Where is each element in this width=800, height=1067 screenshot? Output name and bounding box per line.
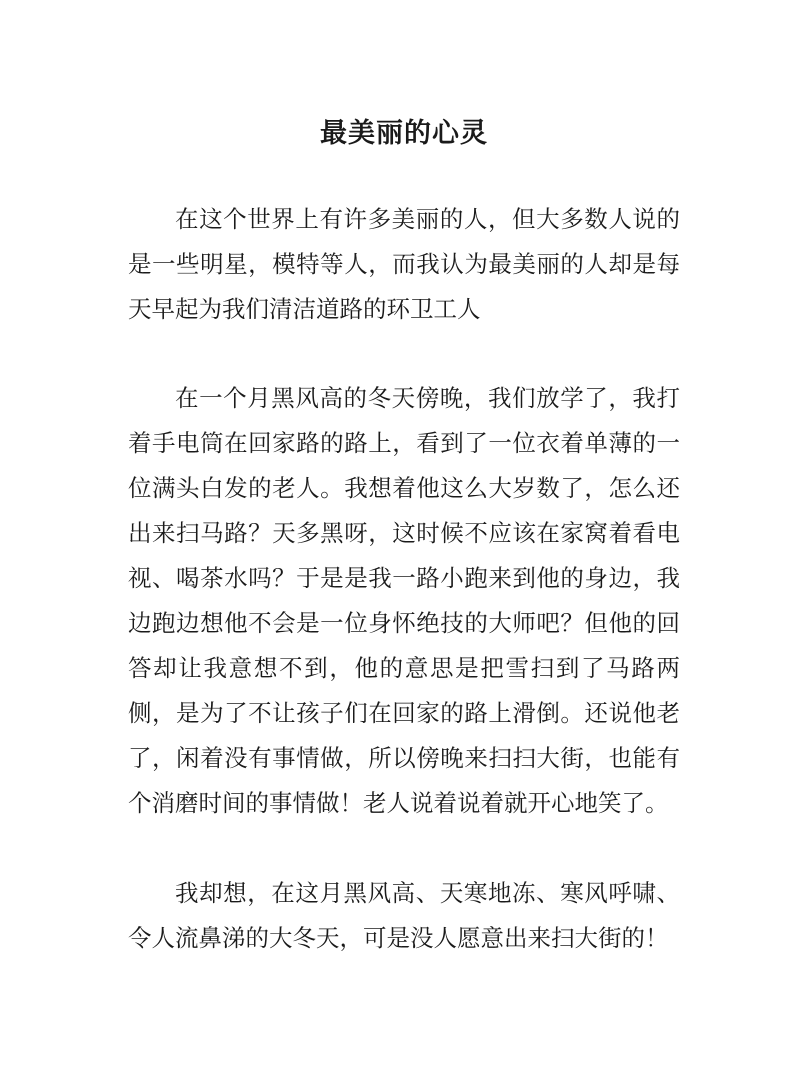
paragraph-1: 在这个世界上有许多美丽的人，但大多数人说的是一些明星，模特等人，而我认为最美丽的人却是每天早起为我们清洁道路的环卫工人 (128, 205, 680, 323)
paragraph-3: 我却想，在这月黑风高、天寒地冻、寒风呼啸、令人流鼻涕的大冬天，可是没人愿意出来扫大街的！ (128, 879, 680, 952)
paragraph-2: 在一个月黑风高的冬天傍晚，我们放学了，我打着手电筒在回家路的路上，看到了一位衣着单薄的一位满头白发的老人。我想着他这么大岁数了，怎么还出来扫马路？天多黑呀，这时候不应该在家窝着看电视、喝茶水吗？于是是我一路小跑来到他的身边，我边跑边想他不会是一位身怀绝技的大师吧？但他的回答却让我意想不到，他的意思是把雪扫到了马路两侧，是为了不让孩子们在回家的路上滑倒。还说他老了，闲着没有事情做，所以傍晚来扫扫大街，也能有个消磨时间的事情做！老人说着说着就开心地笑了。 (128, 384, 680, 817)
article-title: 最美丽的心灵 (320, 118, 488, 149)
